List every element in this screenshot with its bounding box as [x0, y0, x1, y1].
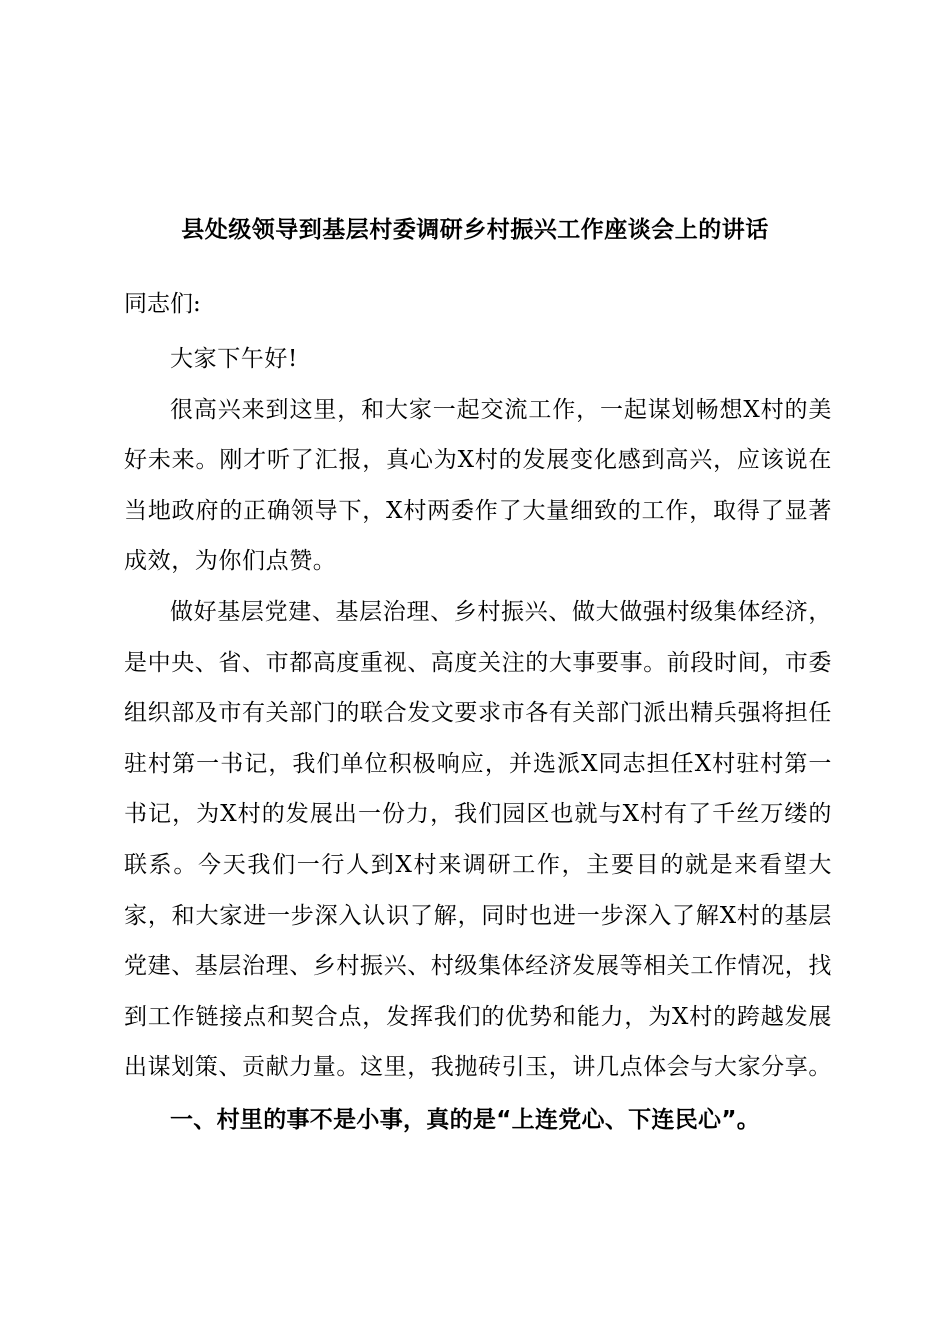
body-paragraph: 很高兴来到这里，和大家一起交流工作，一起谋划畅想X村的美好未来。刚才听了汇报，真心为X村的发展变化感到高兴，应该说在当地政府的正确领导下，X村两委作了大量细致的工作，取得了显著成效，为你们点赞。	[124, 396, 832, 575]
salutation: 同志们:	[124, 291, 201, 317]
document-title: 县处级领导到基层村委调研乡村振兴工作座谈会上的讲话	[181, 217, 769, 243]
section-heading: 一、村里的事不是小事，真的是“上连党心、下连民心”。	[170, 1106, 761, 1133]
body-paragraph: 做好基层党建、基层治理、乡村振兴、做大做强村级集体经济，是中央、省、市都高度重视、高度关注的大事要事。前段时间，市委组织部及市有关部门的联合发文要求市各有关部门派出精兵强将担任驻村第一书记，我们单位积极响应，并选派X同志担任X村驻村第一书记，为X村的发展出一份力，我们园区也就与X村有了千丝万缕的联系。今天我们一行人到X村来调研工作，主要目的就是来看望大家，和大家进一步深入认识了解，同时也进一步深入了解X村的基层党建、基层治理、乡村振兴、村级集体经济发展等相关工作情况，找到工作链接点和契合点，发挥我们的优势和能力，为X村的跨越发展出谋划策、贡献力量。这里，我抛砖引玉，讲几点体会与大家分享。	[124, 598, 832, 1081]
document-body	[124, 334, 832, 1146]
greeting-paragraph: 大家下午好!	[170, 346, 298, 372]
